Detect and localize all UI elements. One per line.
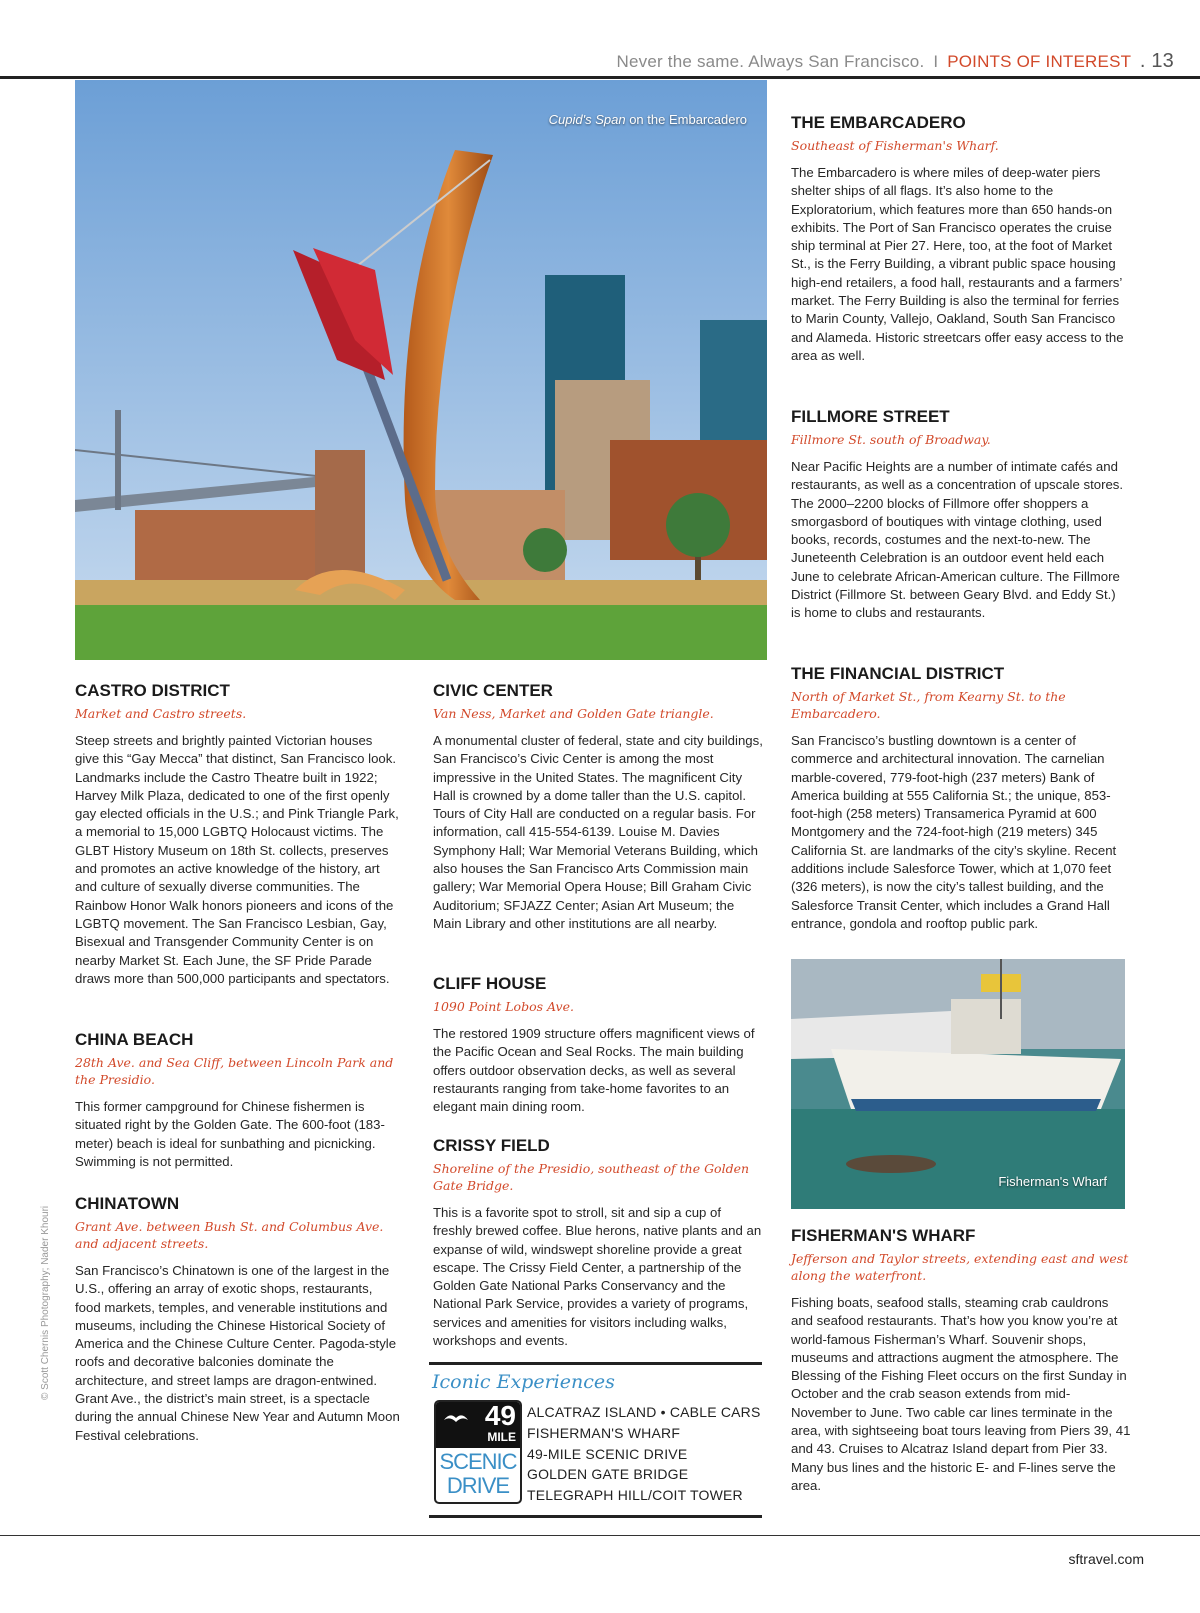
seagull-icon [442, 1408, 470, 1430]
hero-caption-rest: on the Embarcadero [625, 112, 747, 127]
badge-mile: MILE [487, 1430, 516, 1444]
list-item: ALCATRAZ ISLAND • CABLE CARS [527, 1404, 761, 1420]
entry-body: This former campground for Chinese fishermen is situated right by the Golden Gate. The 600-foot (183-meter) beach is ideal for sunbathing and picnicking. Swimming is not permitted. [75, 1099, 385, 1169]
entry-fillmore [791, 407, 1126, 623]
list-item: 49-MILE SCENIC DRIVE [527, 1445, 688, 1462]
entry-chinatown [75, 1194, 400, 1445]
list-item: TELEGRAPH HILL/COIT TOWER [527, 1487, 743, 1504]
entry-body: The Embarcadero is where miles of deep-water piers shelter ships of all flags. It’s also home to the Exploratorium, which features more than 650 hands-on exhibits. The Port of San Francisco operates the cruise ship terminal at Pier 27. Here, too, at the foot of Market St., is the Ferry Building, a vibrant public space housing high-end retailers, a food hall, restaurants and a farmers’ market. The Ferry Building is also the terminal for ferries to Marin County, Vallejo, Oakland, South San Francisco and Alameda. Historic streetcars offer easy access to the area as well. [791, 165, 1124, 363]
badge-scenic-drive [436, 1450, 520, 1498]
list-item: GOLDEN GATE BRIDGE [527, 1466, 689, 1483]
entry-location: North of Market St., from Kearny St. to the Embarcadero. [791, 689, 1066, 721]
page-number: . 13 [1139, 50, 1174, 72]
entry-embarcadero [791, 113, 1126, 365]
entry-financial-district [791, 664, 1126, 933]
list-item: FISHERMAN'S WHARF [527, 1424, 681, 1441]
entry-china-beach [75, 1030, 400, 1171]
footer-site[interactable]: sftravel.com [1068, 1551, 1144, 1567]
entry-location: Van Ness, Market and Golden Gate triangle. [433, 706, 714, 721]
entry-body: A monumental cluster of federal, state and city buildings, San Francisco’s Civic Center is among the most impressive in the United States. The magnificent City Hall is crowned by a dome taller than the U.S. capitol. Tours of City Hall are conducted on a regular basis. For information, call 415-554-6139. Louise M. Davies Symphony Hall; War Memorial Veterans Building, which also houses the San Francisco Arts Commission main gallery; War Memorial Opera House; Bill Graham Civic Auditorium; SFJAZZ Center; Asian Art Museum; the Main Library and other institutions are all nearby. [433, 733, 763, 931]
entry-location: Shoreline of the Presidio, southeast of the Golden Gate Bridge. [433, 1161, 750, 1193]
badge-drive: DRIVE [446, 1473, 510, 1498]
scenic-drive-badge [434, 1400, 522, 1504]
entry-cliff-house [433, 974, 763, 1116]
entry-location: Southeast of Fisherman's Wharf. [791, 138, 999, 153]
entry-location: Market and Castro streets. [75, 706, 247, 721]
entry-title: CASTRO DISTRICT [75, 681, 230, 700]
hero-caption [549, 112, 747, 127]
iconic-experiences-box [429, 1362, 762, 1518]
iconic-list [527, 1402, 761, 1506]
header-separator: I [933, 52, 939, 71]
hero-photo-cupids-span [75, 80, 767, 660]
hero-caption-italic: Cupid's Span [548, 112, 626, 127]
entry-fishermans-wharf [791, 1226, 1131, 1495]
entry-title: CLIFF HOUSE [433, 974, 547, 993]
entry-body: This is a favorite spot to stroll, sit and sip a cup of freshly brewed coffee. Blue herons, native plants and an expanse of wild, windswept shoreline provide a great escape. The Crissy Field Center, a partnership of the Golden Gate National Parks Conservancy and the National Park Service, provides a variety of programs, services and amenities for visitors including walks, workshops and events. [433, 1205, 762, 1349]
entry-location: Fillmore St. south of Broadway. [791, 432, 991, 447]
entry-title: CRISSY FIELD [433, 1136, 550, 1155]
photo-credit: © Scott Chernis Photography; Nader Khouri [40, 1205, 51, 1400]
wharf-illustration [791, 959, 1125, 1209]
iconic-title: Iconic Experiences [432, 1371, 615, 1393]
entry-castro-district [75, 681, 400, 988]
footer-rule [0, 1535, 1200, 1536]
entry-title: CIVIC CENTER [433, 681, 553, 700]
header-tagline: Never the same. Always San Francisco. [616, 52, 925, 71]
entry-crissy-field [433, 1136, 763, 1350]
entry-title: CHINATOWN [75, 1194, 180, 1213]
entry-title: FILLMORE STREET [791, 407, 950, 426]
entry-location: 28th Ave. and Sea Cliff, between Lincoln Park and the Presidio. [75, 1055, 394, 1087]
entry-body: San Francisco’s Chinatown is one of the largest in the U.S., offering an array of exotic shops, restaurants, food markets, temples, and venerable institutions and museums, including the Chinese Historical Society of America and the Chinese Culture Center. Pagoda-style roofs and decorative balconies dominate the architecture, and street lamps are dragon-entwined. Grant Ave., the district’s main street, is a spectacle during the annual Chinese New Year and Autumn Moon Festival celebrations. [75, 1263, 400, 1443]
entry-title: THE FINANCIAL DISTRICT [791, 664, 1005, 683]
entry-body: The restored 1909 structure offers magnificent views of the Pacific Ocean and Seal Rocks. The main building offers outdoor observation decks, as well as several restaurants ranging from take-home favorites to an elegant main dining room. [433, 1026, 755, 1115]
hero-illustration [75, 80, 767, 660]
entry-location: Grant Ave. between Bush St. and Columbus Ave. and adjacent streets. [75, 1219, 384, 1251]
header-rule [0, 76, 1200, 79]
running-header [617, 50, 1174, 73]
header-section: POINTS OF INTEREST [947, 52, 1131, 71]
entry-body: Fishing boats, seafood stalls, steaming crab cauldrons and seafood restaurants. That’s how you know you’re at world-famous Fisherman’s Wharf. Souvenir shops, museums and attractions augment the atmosphere. The Blessing of the Fishing Fleet occurs on the first Sunday in October and the crab season extends from mid-November to June. Two cable car lines terminate in the area, with sightseeing boat tours leaving from Piers 39, 41 and 43. Cruises to Alcatraz Island depart from Pier 33. Many bus lines and the historic E- and F-lines serve the area. [791, 1295, 1131, 1493]
badge-number: 49 [484, 1400, 516, 1431]
badge-scenic: SCENIC [439, 1449, 517, 1474]
entry-location: 1090 Point Lobos Ave. [433, 999, 574, 1014]
entry-body: Near Pacific Heights are a number of intimate cafés and restaurants, as well as a concentration of upscale stores. The 2000–2200 blocks of Fillmore offer shoppers a smorgasbord of boutiques with vintage clothing, used books, records, costumes and the next-to-new. The Juneteenth Celebration is an outdoor event held each June to celebrate African-American culture. The Fillmore District (Fillmore St. between Geary Blvd. and Eddy St.) is home to clubs and restaurants. [791, 459, 1124, 621]
entry-title: FISHERMAN'S WHARF [791, 1226, 976, 1245]
badge-top-panel [436, 1402, 520, 1448]
wharf-caption: Fisherman's Wharf [998, 1174, 1107, 1189]
entry-body: San Francisco’s bustling downtown is a center of commerce and architectural innovation. The carnelian marble-covered, 779-foot-high (237 meters) Bank of America building at 555 California St.; the unique, 853-foot-high (258 meters) Transamerica Pyramid at 600 Montgomery and the 724-foot-high (219 meters) 345 California St. are landmarks of the city’s skyline. Recent additions include Salesforce Tower, which at 1,070 feet (326 meters), is now the city’s tallest building, and the Salesforce Transit Center, which includes a Grand Hall entrance, gondola and rooftop public park. [791, 733, 1117, 931]
photo-fishermans-wharf [791, 959, 1125, 1209]
entry-title: CHINA BEACH [75, 1030, 194, 1049]
entry-body: Steep streets and brightly painted Victorian houses give this “Gay Mecca” that distinct, San Francisco look. Landmarks include the Castro Theatre built in 1922; Harvey Milk Plaza, dedicated to one of the first openly gay elected officials in the U.S.; and Pink Triangle Park, a memorial to 15,000 LGBTQ Holocaust victims. The GLBT History Museum on 18th St. collects, preserves and promotes an active knowledge of the history, art and culture of sexually diverse communities. The Rainbow Honor Walk honors pioneers and icons of the LGBTQ movement. The San Francisco Lesbian, Gay, Bisexual and Transgender Community Center is on nearby Market St. Each June, the SF Pride Parade draws more than 500,000 participants and spectators. [75, 733, 399, 986]
entry-title: THE EMBARCADERO [791, 113, 966, 132]
entry-location: Jefferson and Taylor streets, extending east and west along the waterfront. [791, 1251, 1129, 1283]
entry-civic-center [433, 681, 763, 933]
